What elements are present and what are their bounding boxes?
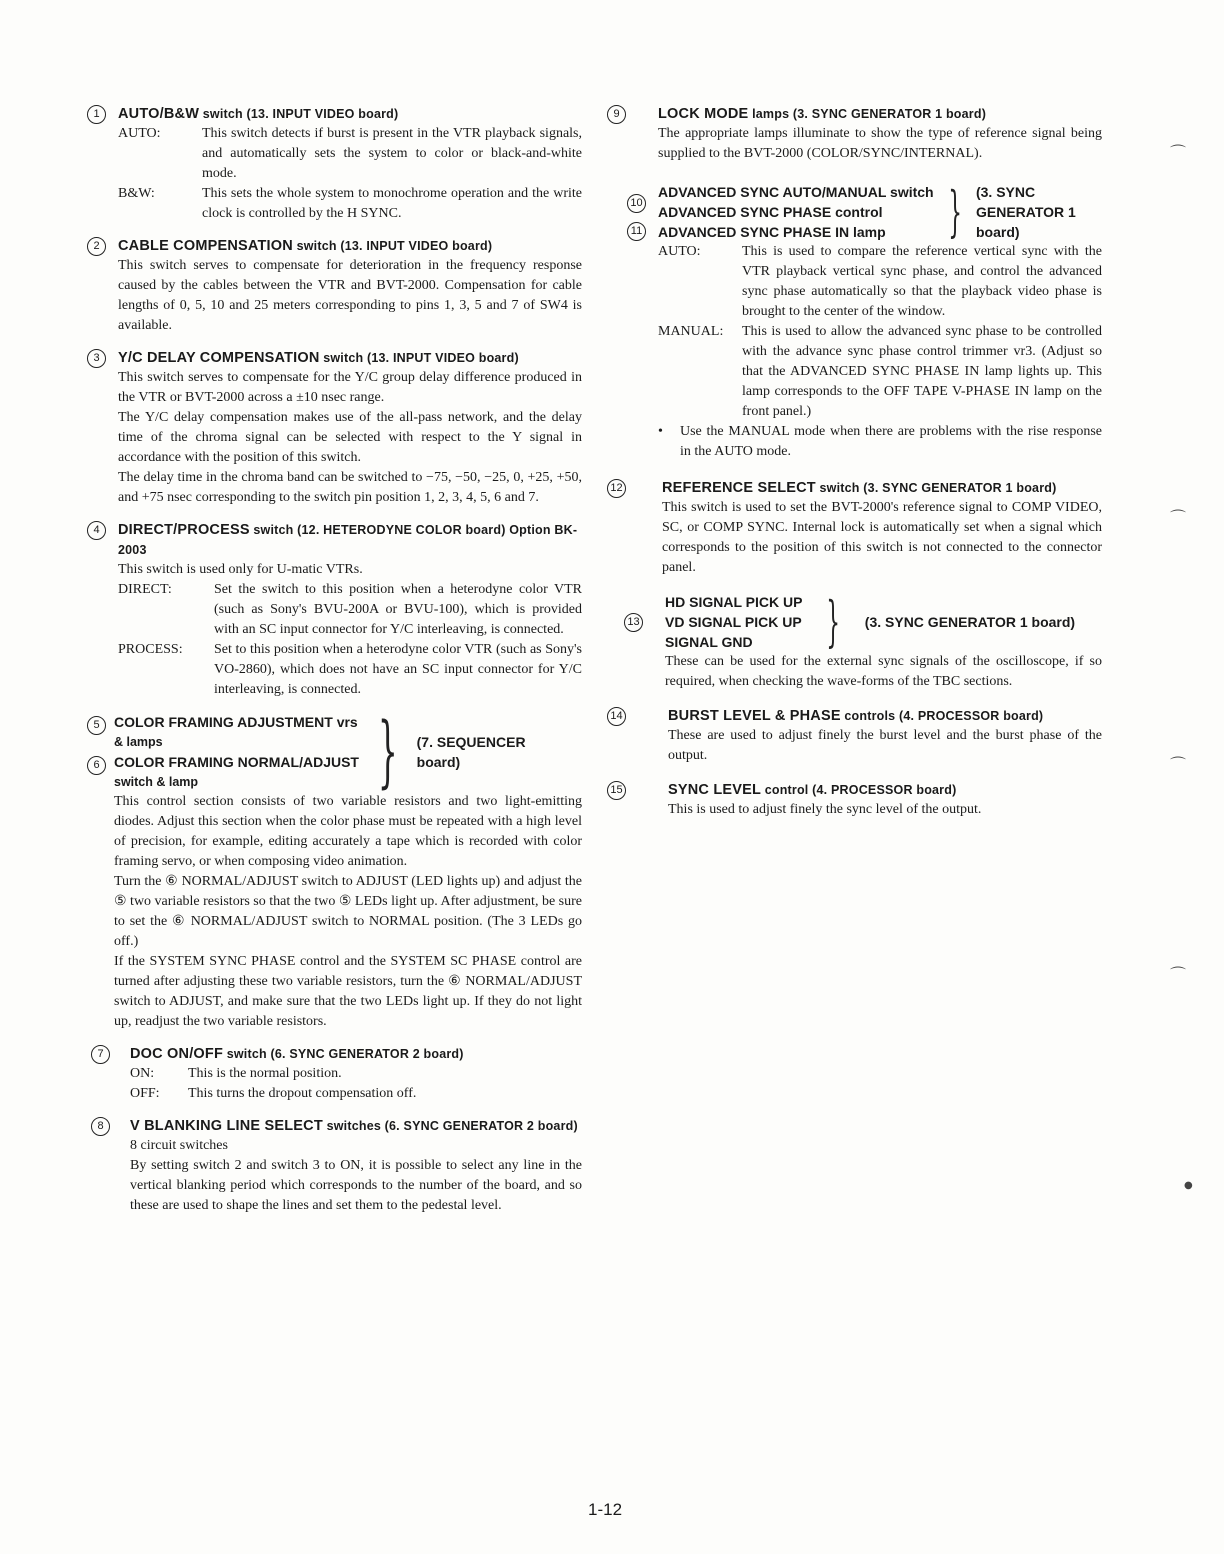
section-text: These are used to adjust finely the burst level and the burst phase of the output. xyxy=(668,728,1102,763)
section-10-11 xyxy=(624,182,1102,462)
section-2 xyxy=(93,236,582,336)
section-number: 3 xyxy=(87,349,106,368)
section-title: DIRECT/PROCESS switch (12. HETERODYNE COLOR board) Option BK-2003 xyxy=(118,522,578,557)
board-reference: (3. SYNC GENERATOR 1 board) xyxy=(864,614,1076,630)
section-number: 12 xyxy=(607,479,626,498)
section-title: V BLANKING LINE SELECT switches (6. SYNC GENERATOR 2 board) xyxy=(130,1118,578,1134)
board-reference: (7. SEQUENCER board) xyxy=(416,734,526,770)
grouped-title: 5 6 COLOR FRAMING ADJUSTMENT vrs & lamps COLOR FRAMING NORMAL/ADJUST switch & lamp } (7. SEQUENCER board) xyxy=(114,712,582,792)
section-13 xyxy=(624,592,1102,692)
section-text: The appropriate lamps illuminate to show the type of reference signal being supplied to the BVT-2000 (COLOR/SYNC/INTERNAL). xyxy=(658,126,1102,161)
note-bullet: • Use the MANUAL mode when there are problems with the rise response in the AUTO mode. xyxy=(658,422,1102,462)
section-title: DOC ON/OFF switch (6. SYNC GENERATOR 2 board) xyxy=(130,1046,464,1062)
definition: MANUAL: This is used to allow the advanced sync phase to be controlled with the advance sync phase control trimmer vr3. (Adjust so that the ADVANCED SYNC PHASE IN lamp lights up. This lamp corresponds to the OFF TAPE V-PHASE IN lamp on the front panel.) xyxy=(658,324,1102,419)
scan-mark: ⌒ xyxy=(1170,508,1187,527)
definition: OFF: This turns the dropout compensation off. xyxy=(130,1086,417,1101)
section-text: This control section consists of two variable resistors and two light-emitting diodes. Adjust this section when the color phase must be repeated with a high level of precision, for example, editing accurately a tape which is recorded with color framing servo, or when composing video animation. Turn the ⑥ NORMAL/ADJUST switch to ADJUST (LED lights up) and adjust the ⑤ two variable resistors so that the two ⑤ LEDs light up. After adjustment, be sure to set the ⑥ NORMAL/ADJUST switch to NORMAL position. (The 3 LEDs go off.) If the SYSTEM SYNC PHASE control and the SYSTEM SC PHASE control are turned after adjusting these two variable resistors, turn the ⑥ NORMAL/ADJUST switch to ADJUST, and make sure that the two LEDs light up. If they do not light up, readjust the two variable resistors. xyxy=(114,794,582,1029)
definition: B&W: This sets the whole system to monochrome operation and the write clock is controlled by the H SYNC. xyxy=(118,186,582,221)
section-text: This switch serves to compensate for the Y/C group delay difference produced in the VTR or BVT-2000 across a ±10 nsec range. The Y/C delay compensation makes use of the all-pass network, and the delay time of the chroma signal can be selected with respect to the Y signal in accordance with the position of this switch. The delay time in the chroma band can be switched to −75, −50, −25, 0, +25, +50, and +75 nsec corresponding to the switch pin position 1, 2, 3, 4, 5, 6 and 7. xyxy=(118,370,582,505)
page-number: 1-12 xyxy=(588,1500,623,1519)
definition: AUTO: This switch detects if burst is present in the VTR playback signals, and automatically sets the system to color or black-and-white mode. xyxy=(118,126,582,181)
section-3 xyxy=(93,348,582,508)
definition: PROCESS: Set to this position when a heterodyne color VTR (such as Sony's VO-2860), which does not have an SC input connector for Y/C interleaving, is connected. xyxy=(118,642,582,697)
grouped-title: 10 11 ADVANCED SYNC AUTO/MANUAL switch ADVANCED SYNC PHASE control ADVANCED SYNC PHASE IN lamp } (3. SYNC GENERATOR 1 board) xyxy=(658,182,1102,242)
scan-mark: ⌒ xyxy=(1170,755,1187,774)
section-text: This is used to adjust finely the sync level of the output. xyxy=(668,802,982,817)
board-reference: (3. SYNC GENERATOR 1 board) xyxy=(975,184,1076,240)
section-number: 2 xyxy=(87,237,106,256)
section-14 xyxy=(610,706,1102,766)
section-number: 10 xyxy=(627,194,646,213)
section-number: 4 xyxy=(87,521,106,540)
section-title: REFERENCE SELECT switch (3. SYNC GENERATOR 1 board) xyxy=(662,480,1057,496)
grouped-title: 13 HD SIGNAL PICK UP VD SIGNAL PICK UP SIGNAL GND } (3. SYNC GENERATOR 1 board) xyxy=(665,592,1102,652)
section-number: 15 xyxy=(607,781,626,800)
scan-mark: ● xyxy=(1184,1180,1193,1191)
section-text: This switch is used to set the BVT-2000's reference signal to COMP VIDEO, SC, or COMP SYNC. Internal lock is automatically set when a signal which corresponds to the position of this switch is not connected to the connector panel. xyxy=(662,500,1102,575)
section-4 xyxy=(93,520,582,700)
section-title: SYNC LEVEL control (4. PROCESSOR board) xyxy=(668,782,957,798)
section-text: This switch serves to compensate for deterioration in the frequency response caused by the cables between the VTR and BVT-2000. Compensation for cable lengths of 0, 5, 10 and 25 meters corresponding to pins 1, 3, 5 and 7 of SW4 is available. xyxy=(118,258,582,333)
section-number: 9 xyxy=(607,105,626,124)
section-12 xyxy=(610,478,1102,578)
section-number: 8 xyxy=(91,1117,110,1136)
section-title: LOCK MODE lamps (3. SYNC GENERATOR 1 board) xyxy=(658,106,987,122)
section-title: BURST LEVEL & PHASE controls (4. PROCESSOR board) xyxy=(668,708,1044,724)
section-number: 13 xyxy=(624,613,643,632)
section-number: 1 xyxy=(87,105,106,124)
section-text: This switch is used only for U-matic VTRs. xyxy=(118,562,363,577)
brace-glyph: } xyxy=(377,707,398,797)
definition: ON: This is the normal position. xyxy=(130,1066,342,1081)
brace-glyph: } xyxy=(826,590,841,653)
brace-glyph: } xyxy=(947,180,962,243)
section-number: 7 xyxy=(91,1045,110,1064)
right-column xyxy=(610,104,1102,832)
left-column xyxy=(93,104,582,1228)
section-text: 8 circuit switches By setting switch 2 and switch 3 to ON, it is possible to select any line in the vertical blanking period which corresponds to the number of the board, and so these are used to shape the lines and set them to the pedestal level. xyxy=(130,1138,582,1213)
definition: DIRECT: Set the switch to this position when a heterodyne color VTR (such as Sony's BVU-200A or BVU-100), which is provided with an SC input connector for Y/C interleaving, is connected. xyxy=(118,582,582,637)
section-9 xyxy=(613,104,1102,164)
section-title: CABLE COMPENSATION switch (13. INPUT VIDEO board) xyxy=(118,238,493,254)
section-title: AUTO/B&W switch (13. INPUT VIDEO board) xyxy=(118,106,399,122)
section-text: These can be used for the external sync signals of the oscilloscope, if so required, when checking the wave-forms of the TBC sections. xyxy=(665,654,1102,689)
definition: AUTO: This is used to compare the reference vertical sync with the VTR playback vertical sync phase, and control the advanced sync phase automatically so that the playback video phase is brought to the center of the window. xyxy=(658,244,1102,319)
section-8 xyxy=(97,1116,582,1216)
scan-mark: ⌒ xyxy=(1170,143,1187,162)
section-7 xyxy=(97,1044,582,1104)
section-5-6 xyxy=(93,707,582,1032)
section-15 xyxy=(610,780,1102,820)
section-title: Y/C DELAY COMPENSATION switch (13. INPUT VIDEO board) xyxy=(118,350,519,366)
section-number: 5 xyxy=(87,716,106,735)
section-1 xyxy=(93,104,582,224)
section-number: 11 xyxy=(627,222,646,241)
section-number: 14 xyxy=(607,707,626,726)
scan-mark: ⌒ xyxy=(1170,965,1187,984)
section-number: 6 xyxy=(87,756,106,775)
